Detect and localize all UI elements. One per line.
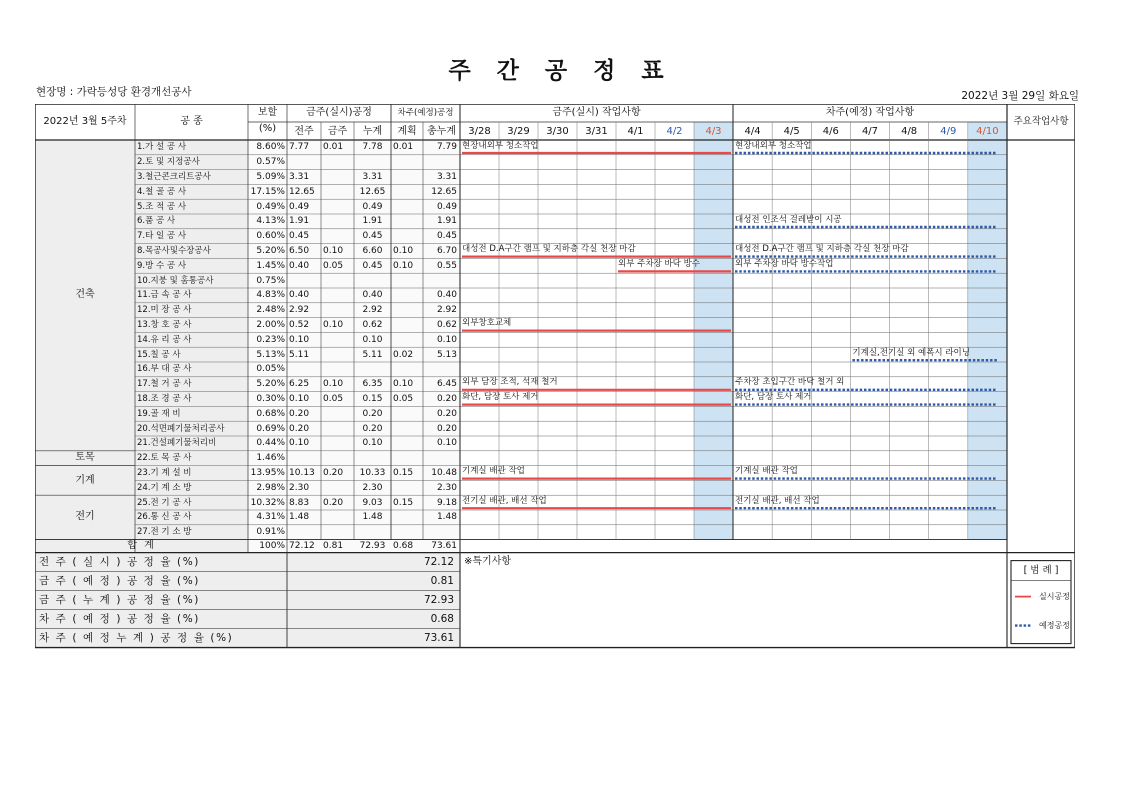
this-week-progress-header: 금주(실시)공정	[306, 107, 372, 118]
summary-label: 전 주 ( 실 시 ) 공 정 율 (%)	[39, 555, 201, 568]
plan-value	[393, 526, 422, 538]
prev-value: 2.30	[289, 482, 310, 493]
total-prev: 72.12	[289, 541, 315, 552]
main-items-header: 주요작업사항	[1013, 116, 1069, 127]
this-value	[323, 171, 353, 183]
total-value: 0.20	[436, 408, 457, 419]
trade-name: 22.토 목 공 사	[137, 453, 192, 464]
weight-value: 0.91%	[256, 527, 285, 538]
this-value: 0.05	[323, 260, 344, 271]
this-value: 0.01	[323, 142, 344, 153]
trade-name: 15.칠 공 사	[137, 349, 181, 360]
actual-task-note: 외부창호교체	[462, 318, 512, 329]
plan-value	[393, 275, 422, 287]
trade-name: 14.유 리 공 사	[137, 334, 192, 345]
total-label: 합 계	[127, 540, 156, 552]
summary-value: 72.93	[423, 593, 454, 606]
this-value	[323, 423, 353, 435]
prev-value: 0.10	[289, 438, 310, 449]
summary-value: 0.68	[430, 612, 454, 625]
plan-value: 0.10	[393, 379, 414, 390]
trade-name: 1.가 설 공 사	[137, 142, 187, 153]
cum-value: 6.35	[362, 379, 383, 390]
prev-value: 3.31	[289, 172, 310, 182]
weight-value: 0.30%	[256, 394, 285, 404]
plan-value	[393, 319, 422, 331]
this-value	[323, 482, 353, 494]
this-value	[323, 526, 353, 538]
this-value	[323, 215, 353, 227]
trade-name: 7.타 일 공 사	[137, 231, 187, 242]
total-weight: 100%	[259, 541, 285, 552]
this-value	[323, 452, 353, 464]
weight-unit-header: (%)	[258, 123, 277, 134]
total-value	[423, 452, 457, 464]
weight-value: 0.05%	[256, 364, 285, 375]
weight-header: 보할	[257, 107, 278, 118]
page-title: 주 간 공 정 표	[448, 58, 673, 84]
trade-name: 25.전 기 공 사	[137, 497, 192, 508]
trade-name: 9.방 수 공 사	[137, 260, 187, 271]
cum-value	[354, 156, 391, 168]
weight-value: 2.98%	[256, 482, 285, 493]
report-date: 2022년 3월 29일 화요일	[961, 90, 1079, 102]
trade-name: 24.기 계 소 방	[137, 482, 192, 493]
cum-value	[354, 363, 391, 375]
planned-task-note: 전기실 배관, 배선 작업	[735, 495, 820, 506]
total-value	[423, 526, 457, 538]
cum-value: 1.48	[362, 512, 383, 523]
date-header-next: 4/9	[940, 126, 957, 137]
site-name: 현장명 : 가락등성당 환경개선공사	[36, 86, 192, 98]
plan-value: 0.15	[393, 497, 414, 508]
date-header-next: 4/10	[976, 126, 999, 137]
plan-value: 0.15	[393, 468, 414, 478]
weight-value: 5.13%	[256, 349, 285, 360]
weight-value: 4.83%	[256, 290, 285, 301]
total-value	[423, 156, 457, 168]
prev-value	[289, 363, 320, 375]
plan-value	[393, 511, 422, 523]
weight-value: 5.09%	[256, 172, 285, 182]
this-value: 0.10	[323, 320, 344, 330]
cum-value: 5.11	[362, 349, 383, 360]
prev-value: 12.65	[289, 186, 315, 197]
this-value: 0.20	[323, 497, 344, 508]
plan-value: 0.01	[393, 142, 414, 153]
total-value	[423, 275, 457, 287]
trade-name: 12.미 장 공 사	[137, 305, 192, 316]
summary-label: 금 주 ( 누 계 ) 공 정 율 (%)	[39, 593, 201, 606]
col-header-this: 금주	[327, 126, 348, 137]
this-value	[323, 230, 353, 242]
prev-value: 1.48	[289, 512, 310, 523]
cum-value: 0.49	[362, 201, 383, 212]
trade-name: 26.통 신 공 사	[137, 512, 192, 523]
weight-value: 2.48%	[256, 305, 285, 316]
this-value	[323, 408, 353, 420]
plan-value	[393, 156, 422, 168]
prev-value: 0.52	[289, 320, 310, 330]
trade-name: 4.철 골 공 사	[137, 186, 187, 197]
weight-value: 10.32%	[250, 497, 285, 508]
plan-value	[393, 171, 422, 183]
legend-planned-label: 예정공정	[1039, 620, 1070, 630]
total-value: 6.45	[436, 379, 457, 390]
prev-value: 6.50	[289, 246, 310, 256]
weight-value: 5.20%	[256, 379, 285, 390]
this-value	[323, 289, 353, 301]
this-value	[323, 201, 353, 213]
plan-value	[393, 230, 422, 242]
total-value: 0.55	[436, 260, 457, 271]
plan-value	[393, 363, 422, 375]
plan-value	[393, 423, 422, 435]
total-value: 7.79	[436, 142, 457, 153]
next-week-work-header: 차주(예정) 작업사항	[825, 107, 915, 118]
plan-value: 0.05	[393, 394, 414, 404]
date-header-this: 3/30	[546, 126, 569, 137]
weight-value: 0.57%	[256, 157, 285, 168]
actual-task-note: 전기실 배관, 배선 작업	[462, 495, 547, 506]
date-header-this: 3/29	[507, 126, 530, 137]
weight-value: 1.45%	[256, 260, 285, 271]
cum-value: 0.20	[362, 408, 383, 419]
prev-value: 0.20	[289, 408, 310, 419]
prev-value: 1.91	[289, 216, 310, 227]
date-header-this: 4/2	[666, 126, 683, 137]
cum-value	[354, 526, 391, 538]
actual-task-note: 현장내외부 청소작업	[462, 140, 539, 151]
total-value: 10.48	[431, 468, 457, 478]
this-value	[323, 363, 353, 375]
this-value	[323, 349, 353, 361]
category-label: 기계	[75, 474, 95, 486]
total-value: 1.91	[436, 216, 457, 227]
cum-value: 9.03	[362, 497, 383, 508]
this-value	[323, 156, 353, 168]
plan-value	[393, 482, 422, 494]
planned-task-note: 대성전 인조석 걸레받이 시공	[735, 214, 842, 225]
cum-value: 0.20	[362, 423, 383, 434]
weight-value: 13.95%	[250, 468, 285, 478]
total-value: 2.30	[436, 482, 457, 493]
trade-name: 13.창 호 공 사	[137, 320, 192, 330]
col-header-prev: 전주	[294, 126, 314, 137]
trade-name: 5.조 적 공 사	[137, 201, 187, 212]
legend-title: [ 범 례 ]	[1023, 564, 1059, 576]
this-value	[323, 275, 353, 287]
total-value: 0.40	[436, 290, 457, 301]
trade-header: 공 종	[180, 116, 203, 127]
total-value: 2.92	[436, 305, 457, 316]
this-value	[323, 437, 353, 449]
total-value: 1.48	[436, 512, 457, 523]
total-cum: 72.93	[359, 541, 386, 552]
trade-name: 19.골 재 비	[137, 408, 181, 419]
plan-value	[393, 437, 422, 449]
actual-task-note: 화단, 담장 토사 제거	[462, 392, 539, 403]
summary-value: 73.61	[423, 631, 454, 644]
plan-value: 0.02	[393, 349, 414, 360]
weight-value: 1.46%	[256, 453, 285, 464]
weight-value: 4.13%	[256, 216, 285, 227]
category-label: 건축	[75, 289, 95, 300]
total-value: 0.49	[436, 201, 457, 212]
cum-value: 0.45	[362, 231, 383, 242]
weight-value: 2.00%	[256, 320, 285, 330]
actual-task-note: 외부 담장 조적, 석재 철거	[462, 377, 558, 388]
planned-task-note: 기계실,전기실 외 예폭시 라이닝	[852, 347, 970, 358]
col-header-cum: 누계	[362, 126, 383, 137]
col-header-plan: 계획	[397, 126, 417, 137]
date-header-next: 4/4	[744, 126, 761, 137]
trade-name: 18.조 경 공 사	[137, 394, 192, 404]
weight-value: 4.31%	[256, 512, 285, 523]
total-value: 5.13	[436, 349, 457, 360]
prev-value: 0.10	[289, 334, 310, 345]
trade-name: 2.토 및 지정공사	[137, 157, 200, 168]
prev-value	[289, 452, 320, 464]
prev-value	[289, 526, 320, 538]
summary-label: 차 주 ( 예 정 누 계 ) 공 정 율 (%)	[39, 631, 234, 644]
total-value: 6.70	[436, 246, 457, 256]
total-value: 0.45	[436, 231, 457, 242]
total-value: 0.10	[436, 438, 457, 449]
total-this: 0.81	[323, 541, 344, 552]
prev-value: 7.77	[289, 142, 310, 153]
planned-task-note: 외부 주차장 바닥 방수작업	[735, 258, 834, 269]
date-header-this: 3/31	[585, 126, 608, 137]
total-value: 0.20	[436, 394, 457, 404]
total-value: 0.10	[436, 334, 457, 345]
weight-value: 0.75%	[256, 275, 285, 286]
date-header-this: 4/3	[705, 126, 722, 137]
total-value: 9.18	[436, 497, 457, 508]
plan-value	[393, 408, 422, 420]
date-header-next: 4/5	[783, 126, 800, 137]
this-value: 0.10	[323, 246, 344, 256]
weekly-schedule-table	[35, 104, 1075, 649]
actual-task-note: 기계실 배관 작업	[462, 466, 525, 477]
summary-value: 72.12	[423, 555, 454, 568]
planned-task-note: 화단, 담장 토사 제거	[735, 392, 812, 403]
cum-value	[354, 452, 391, 464]
total-value: 0.62	[436, 320, 457, 330]
weight-value: 0.44%	[256, 438, 285, 449]
planned-task-note: 주차장 초입구간 바닥 철거 외	[735, 377, 845, 388]
cum-value: 1.91	[362, 216, 383, 227]
weight-value: 0.68%	[256, 408, 285, 419]
trade-name: 6.품 공 사	[137, 216, 176, 227]
prev-value	[289, 156, 320, 168]
prev-value: 8.83	[289, 497, 310, 508]
trade-name: 8.목공사및수장공사	[137, 246, 211, 256]
date-header-next: 4/8	[901, 126, 918, 137]
trade-name: 16.부 대 공 사	[137, 364, 192, 375]
cum-value: 10.33	[359, 468, 386, 478]
category-label: 전기	[75, 511, 95, 523]
cum-value: 7.78	[362, 142, 383, 153]
this-value: 0.05	[323, 394, 344, 404]
plan-value	[393, 452, 422, 464]
prev-value: 0.45	[289, 231, 310, 242]
total-plan: 0.68	[393, 541, 414, 552]
cum-value: 3.31	[362, 172, 383, 182]
total-value: 0.20	[436, 423, 457, 434]
special-notes-label: ※특기사항	[464, 555, 512, 567]
total-total: 73.61	[431, 541, 457, 552]
this-value	[323, 304, 353, 316]
weight-value: 0.69%	[256, 423, 285, 434]
trade-name: 11.금 속 공 사	[137, 290, 192, 301]
weight-value: 0.60%	[256, 231, 285, 242]
trade-name: 27.전 기 소 방	[137, 527, 192, 538]
prev-value: 0.10	[289, 394, 310, 404]
summary-label: 차 주 ( 예 정 ) 공 정 율 (%)	[39, 612, 201, 625]
this-value: 0.10	[323, 379, 344, 390]
actual-task-note: 외부 주차장 바닥 방수	[618, 258, 701, 269]
this-value	[323, 334, 353, 346]
date-header-this: 3/28	[468, 126, 491, 137]
cum-value: 0.15	[362, 394, 383, 404]
cum-value: 0.10	[362, 438, 383, 449]
date-header-next: 4/7	[861, 126, 879, 137]
planned-task-note: 대성전 D.A구간 램프 및 지하층 각실 천장 마감	[735, 244, 909, 255]
actual-task-note: 대성전 D.A구간 램프 및 지하층 각실 천장 마감	[462, 244, 636, 255]
prev-value: 5.11	[289, 349, 310, 360]
prev-value: 0.40	[289, 290, 310, 301]
plan-value	[393, 215, 422, 227]
prev-value: 0.49	[289, 201, 310, 212]
weight-value: 8.60%	[256, 142, 285, 153]
this-value	[323, 186, 353, 198]
weight-value: 0.49%	[256, 201, 285, 212]
plan-value: 0.10	[393, 260, 414, 271]
plan-value	[393, 201, 422, 213]
prev-value: 0.40	[289, 260, 310, 271]
cum-value: 12.65	[359, 186, 386, 197]
total-value: 3.31	[436, 172, 457, 182]
total-value: 12.65	[431, 186, 457, 197]
cum-value: 0.40	[362, 290, 383, 301]
prev-value: 0.20	[289, 423, 310, 434]
weight-value: 0.23%	[256, 334, 285, 345]
cum-value: 0.62	[362, 320, 383, 330]
total-value	[423, 363, 457, 375]
prev-value: 6.25	[289, 379, 310, 390]
cum-value: 2.30	[362, 482, 383, 493]
category-label: 토목	[75, 451, 95, 463]
next-week-progress-header: 차주(예정)공정	[397, 108, 454, 118]
this-value	[323, 511, 353, 523]
this-week-work-header: 금주(실시) 작업사항	[552, 107, 641, 118]
cum-value: 2.92	[362, 305, 383, 316]
trade-name: 3.철근콘크리트공사	[137, 172, 211, 182]
date-header-next: 4/6	[822, 126, 839, 137]
date-header-this: 4/1	[627, 126, 644, 137]
summary-value: 0.81	[430, 574, 454, 587]
cum-value: 0.45	[362, 260, 383, 271]
trade-name: 17.철 거 공 사	[137, 379, 192, 390]
cum-value	[354, 275, 391, 287]
weight-value: 17.15%	[250, 186, 285, 197]
trade-name: 21.건설폐기물처리비	[137, 438, 217, 449]
cum-value: 0.10	[362, 334, 383, 345]
plan-value: 0.10	[393, 246, 414, 256]
plan-value	[393, 289, 422, 301]
prev-value: 2.92	[289, 305, 310, 316]
weight-value: 5.20%	[256, 246, 285, 256]
trade-name: 20.석면폐기물처리공사	[137, 423, 225, 434]
plan-value	[393, 304, 422, 316]
prev-value: 10.13	[289, 468, 315, 478]
week-label: 2022년 3월 5주차	[43, 116, 127, 127]
prev-value	[289, 275, 320, 287]
this-value: 0.20	[323, 468, 344, 478]
legend-actual-label: 실시공정	[1039, 591, 1070, 601]
plan-value	[393, 186, 422, 198]
trade-name: 10.지붕 및 홈통공사	[137, 275, 214, 286]
col-header-total: 총누계	[427, 126, 456, 137]
planned-task-note: 현장내외부 청소작업	[735, 140, 812, 151]
summary-label: 금 주 ( 예 정 ) 공 정 율 (%)	[39, 574, 201, 587]
trade-name: 23.기 계 설 비	[137, 468, 192, 478]
plan-value	[393, 334, 422, 346]
cum-value: 6.60	[362, 246, 383, 256]
planned-task-note: 기계실 배관 작업	[735, 466, 798, 477]
